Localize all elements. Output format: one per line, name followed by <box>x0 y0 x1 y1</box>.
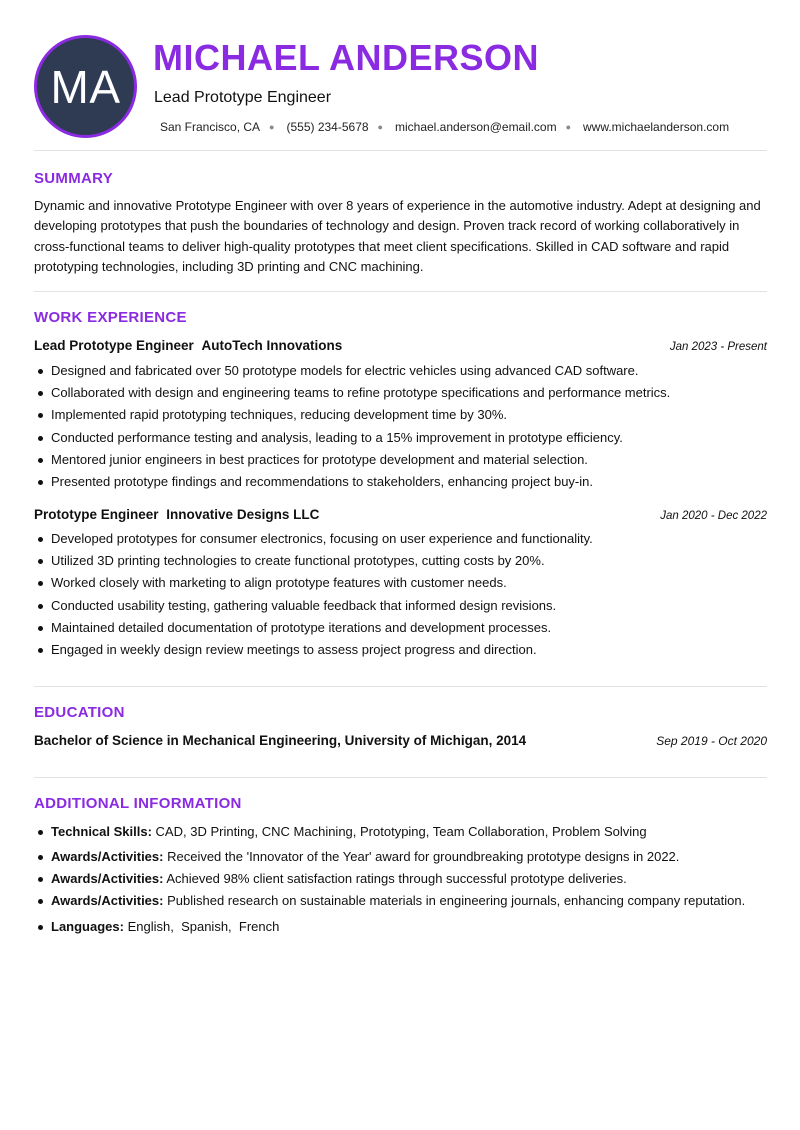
info-label: Awards/Activities: <box>51 871 164 886</box>
list-item: Presented prototype findings and recommendations to stakeholders, enhancing project buy-in. <box>34 472 774 494</box>
list-item: Maintained detailed documentation of prototype iterations and development processes. <box>34 618 774 640</box>
job-role: Prototype Engineer <box>34 507 159 522</box>
job-header <box>34 507 767 522</box>
list-item: Utilized 3D printing technologies to create functional prototypes, cutting costs by 20%. <box>34 551 774 573</box>
list-item: Conducted performance testing and analysis, leading to a 15% improvement in prototype efficiency. <box>34 428 774 450</box>
job-role: Lead Prototype Engineer <box>34 338 194 353</box>
section-title-experience: WORK EXPERIENCE <box>34 309 187 326</box>
additional-info-list <box>34 822 774 939</box>
divider <box>34 777 767 778</box>
job-role-line <box>34 507 319 522</box>
candidate-name: MICHAEL ANDERSON <box>153 37 540 78</box>
list-item <box>34 869 774 891</box>
list-item <box>34 891 774 917</box>
contact-location: San Francisco, CA <box>160 120 261 134</box>
job-bullets <box>34 361 774 494</box>
contact-email[interactable]: michael.anderson@email.com <box>394 120 557 134</box>
list-item <box>34 917 774 939</box>
divider <box>34 291 767 292</box>
contact-separator: ● <box>269 122 275 132</box>
job-dates: Jan 2023 - Present <box>669 341 767 353</box>
summary-text: Dynamic and innovative Prototype Engineer with over 8 years of experience in the automotive industry. Adept at designing and developing prototypes that push the boundaries of technology and design. Proven track record of working collaboratively in cross-functional teams to deliver high-quality prototypes that meet client specifications. Skilled in CAD software and rapid prototyping technologies, including 3D printing and CNC machining. <box>34 198 761 274</box>
info-label: Awards/Activities: <box>51 893 164 908</box>
candidate-title: Lead Prototype Engineer <box>154 89 332 106</box>
info-text: English, Spanish, French <box>127 919 280 934</box>
list-item <box>34 847 774 869</box>
section-title-additional: ADDITIONAL INFORMATION <box>34 795 242 812</box>
education-entry <box>34 733 767 748</box>
job-dates: Jan 2020 - Dec 2022 <box>660 510 767 522</box>
info-label: Awards/Activities: <box>51 849 164 864</box>
section-title-education: EDUCATION <box>34 704 125 721</box>
list-item: Worked closely with marketing to align prototype features with customer needs. <box>34 573 774 595</box>
list-item: Developed prototypes for consumer electronics, focusing on user experience and functionality. <box>34 529 774 551</box>
divider <box>34 686 767 687</box>
list-item: Collaborated with design and engineering teams to refine prototype specifications and performance metrics. <box>34 383 774 405</box>
list-item: Implemented rapid prototyping techniques, reducing development time by 30%. <box>34 405 774 427</box>
contact-bar <box>160 120 729 134</box>
list-item: Designed and fabricated over 50 prototype models for electric vehicles using advanced CAD software. <box>34 361 774 383</box>
divider <box>34 150 767 151</box>
info-text: Achieved 98% client satisfaction ratings through successful prototype deliveries. <box>166 871 627 886</box>
job-company: Innovative Designs LLC <box>166 507 320 522</box>
info-text: CAD, 3D Printing, CNC Machining, Prototyping, Team Collaboration, Problem Solving <box>155 824 647 839</box>
education-dates: Sep 2019 - Oct 2020 <box>656 734 767 748</box>
list-item <box>34 822 774 847</box>
info-text: Received the 'Innovator of the Year' award for groundbreaking prototype designs in 2022. <box>167 849 680 864</box>
contact-separator: ● <box>565 122 572 132</box>
info-label: Technical Skills: <box>51 824 152 839</box>
info-label: Languages: <box>51 919 124 934</box>
contact-website[interactable]: www.michaelanderson.com <box>583 120 730 134</box>
job-role-line <box>34 338 342 353</box>
avatar-initials: MA <box>50 60 121 113</box>
job-bullets <box>34 529 774 662</box>
list-item: Mentored junior engineers in best practices for prototype development and material selection. <box>34 450 774 472</box>
education-degree: Bachelor of Science in Mechanical Engineering, University of Michigan, 2014 <box>34 733 527 748</box>
job-company: AutoTech Innovations <box>201 338 343 353</box>
avatar <box>34 35 137 138</box>
job-header <box>34 338 767 353</box>
list-item: Conducted usability testing, gathering valuable feedback that informed design revisions. <box>34 596 774 618</box>
list-item: Engaged in weekly design review meetings to assess project progress and direction. <box>34 640 774 662</box>
contact-separator: ● <box>377 122 383 132</box>
section-title-summary: SUMMARY <box>34 170 114 187</box>
info-text: Published research on sustainable materials in engineering journals, enhancing company reputation. <box>167 893 746 908</box>
contact-phone: (555) 234-5678 <box>286 120 369 134</box>
